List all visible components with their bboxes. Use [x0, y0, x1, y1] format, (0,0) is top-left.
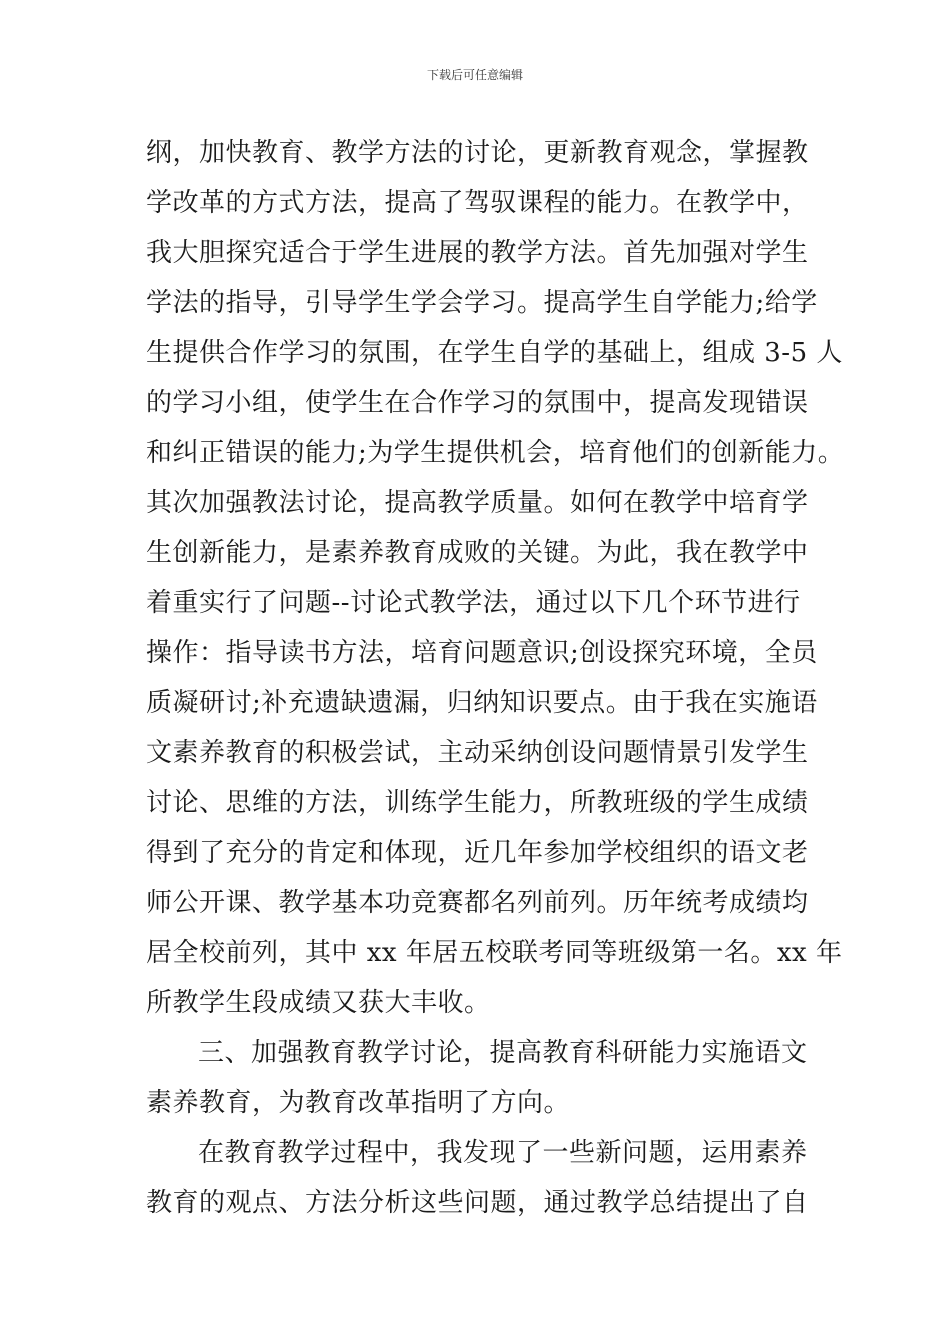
text-line: 师公开课、教学基本功竞赛都名列前列。历年统考成绩均	[146, 888, 809, 918]
text-line: 质凝研讨;补充遗缺遗漏，归纳知识要点。由于我在实施语	[146, 688, 818, 718]
paragraph	[146, 1128, 816, 1228]
text-line: 我大胆探究适合于学生进展的教学方法。首先加强对学生	[146, 238, 809, 268]
page-header-note: 下载后可任意编辑	[426, 68, 523, 82]
text-line: 和纠正错误的能力;为学生提供机会，培育他们的创新能力。	[146, 438, 845, 468]
text-line: 操作：指导读书方法，培育问题意识;创设探究环境，全员	[146, 638, 818, 668]
text-line: 三、加强教育教学讨论，提高教育科研能力实施语文	[198, 1038, 808, 1068]
text-line: 讨论、思维的方法，训练学生能力，所教班级的学生成绩	[146, 788, 809, 818]
text-line: 着重实行了问题--讨论式教学法，通过以下几个环节进行	[146, 588, 801, 618]
text-line: 纲，加快教育、教学方法的讨论，更新教育观念，掌握教	[146, 138, 809, 168]
text-line: 生创新能力，是素养教育成败的关键。为此，我在教学中	[146, 538, 809, 568]
text-line: 的学习小组，使学生在合作学习的氛围中，提高发现错误	[146, 388, 809, 418]
text-line: 得到了充分的肯定和体现，近几年参加学校组织的语文老	[146, 838, 809, 868]
document-body	[146, 128, 845, 1228]
text-line: 在教育教学过程中，我发现了一些新问题，运用素养	[198, 1138, 808, 1168]
text-line: 学改革的方式方法，提高了驾驭课程的能力。在教学中，	[146, 188, 809, 218]
text-line: 素养教育，为教育改革指明了方向。	[146, 1088, 571, 1118]
paragraph	[146, 128, 845, 1028]
text-line: 其次加强教法讨论，提高教学质量。如何在教学中培育学	[146, 488, 809, 518]
text-line: 教育的观点、方法分析这些问题，通过教学总结提出了自	[146, 1188, 809, 1218]
text-line: 学法的指导，引导学生学会学习。提高学生自学能力;给学	[146, 288, 818, 318]
text-line: 生提供合作学习的氛围，在学生自学的基础上，组成 3-5 人	[146, 338, 843, 368]
text-line: 居全校前列，其中 xx 年居五校联考同等班级第一名。xx 年	[146, 938, 843, 968]
text-line: 文素养教育的积极尝试，主动采纳创设问题情景引发学生	[146, 738, 809, 768]
text-line: 所教学生段成绩又获大丰收。	[146, 988, 491, 1018]
paragraph	[146, 1028, 816, 1128]
